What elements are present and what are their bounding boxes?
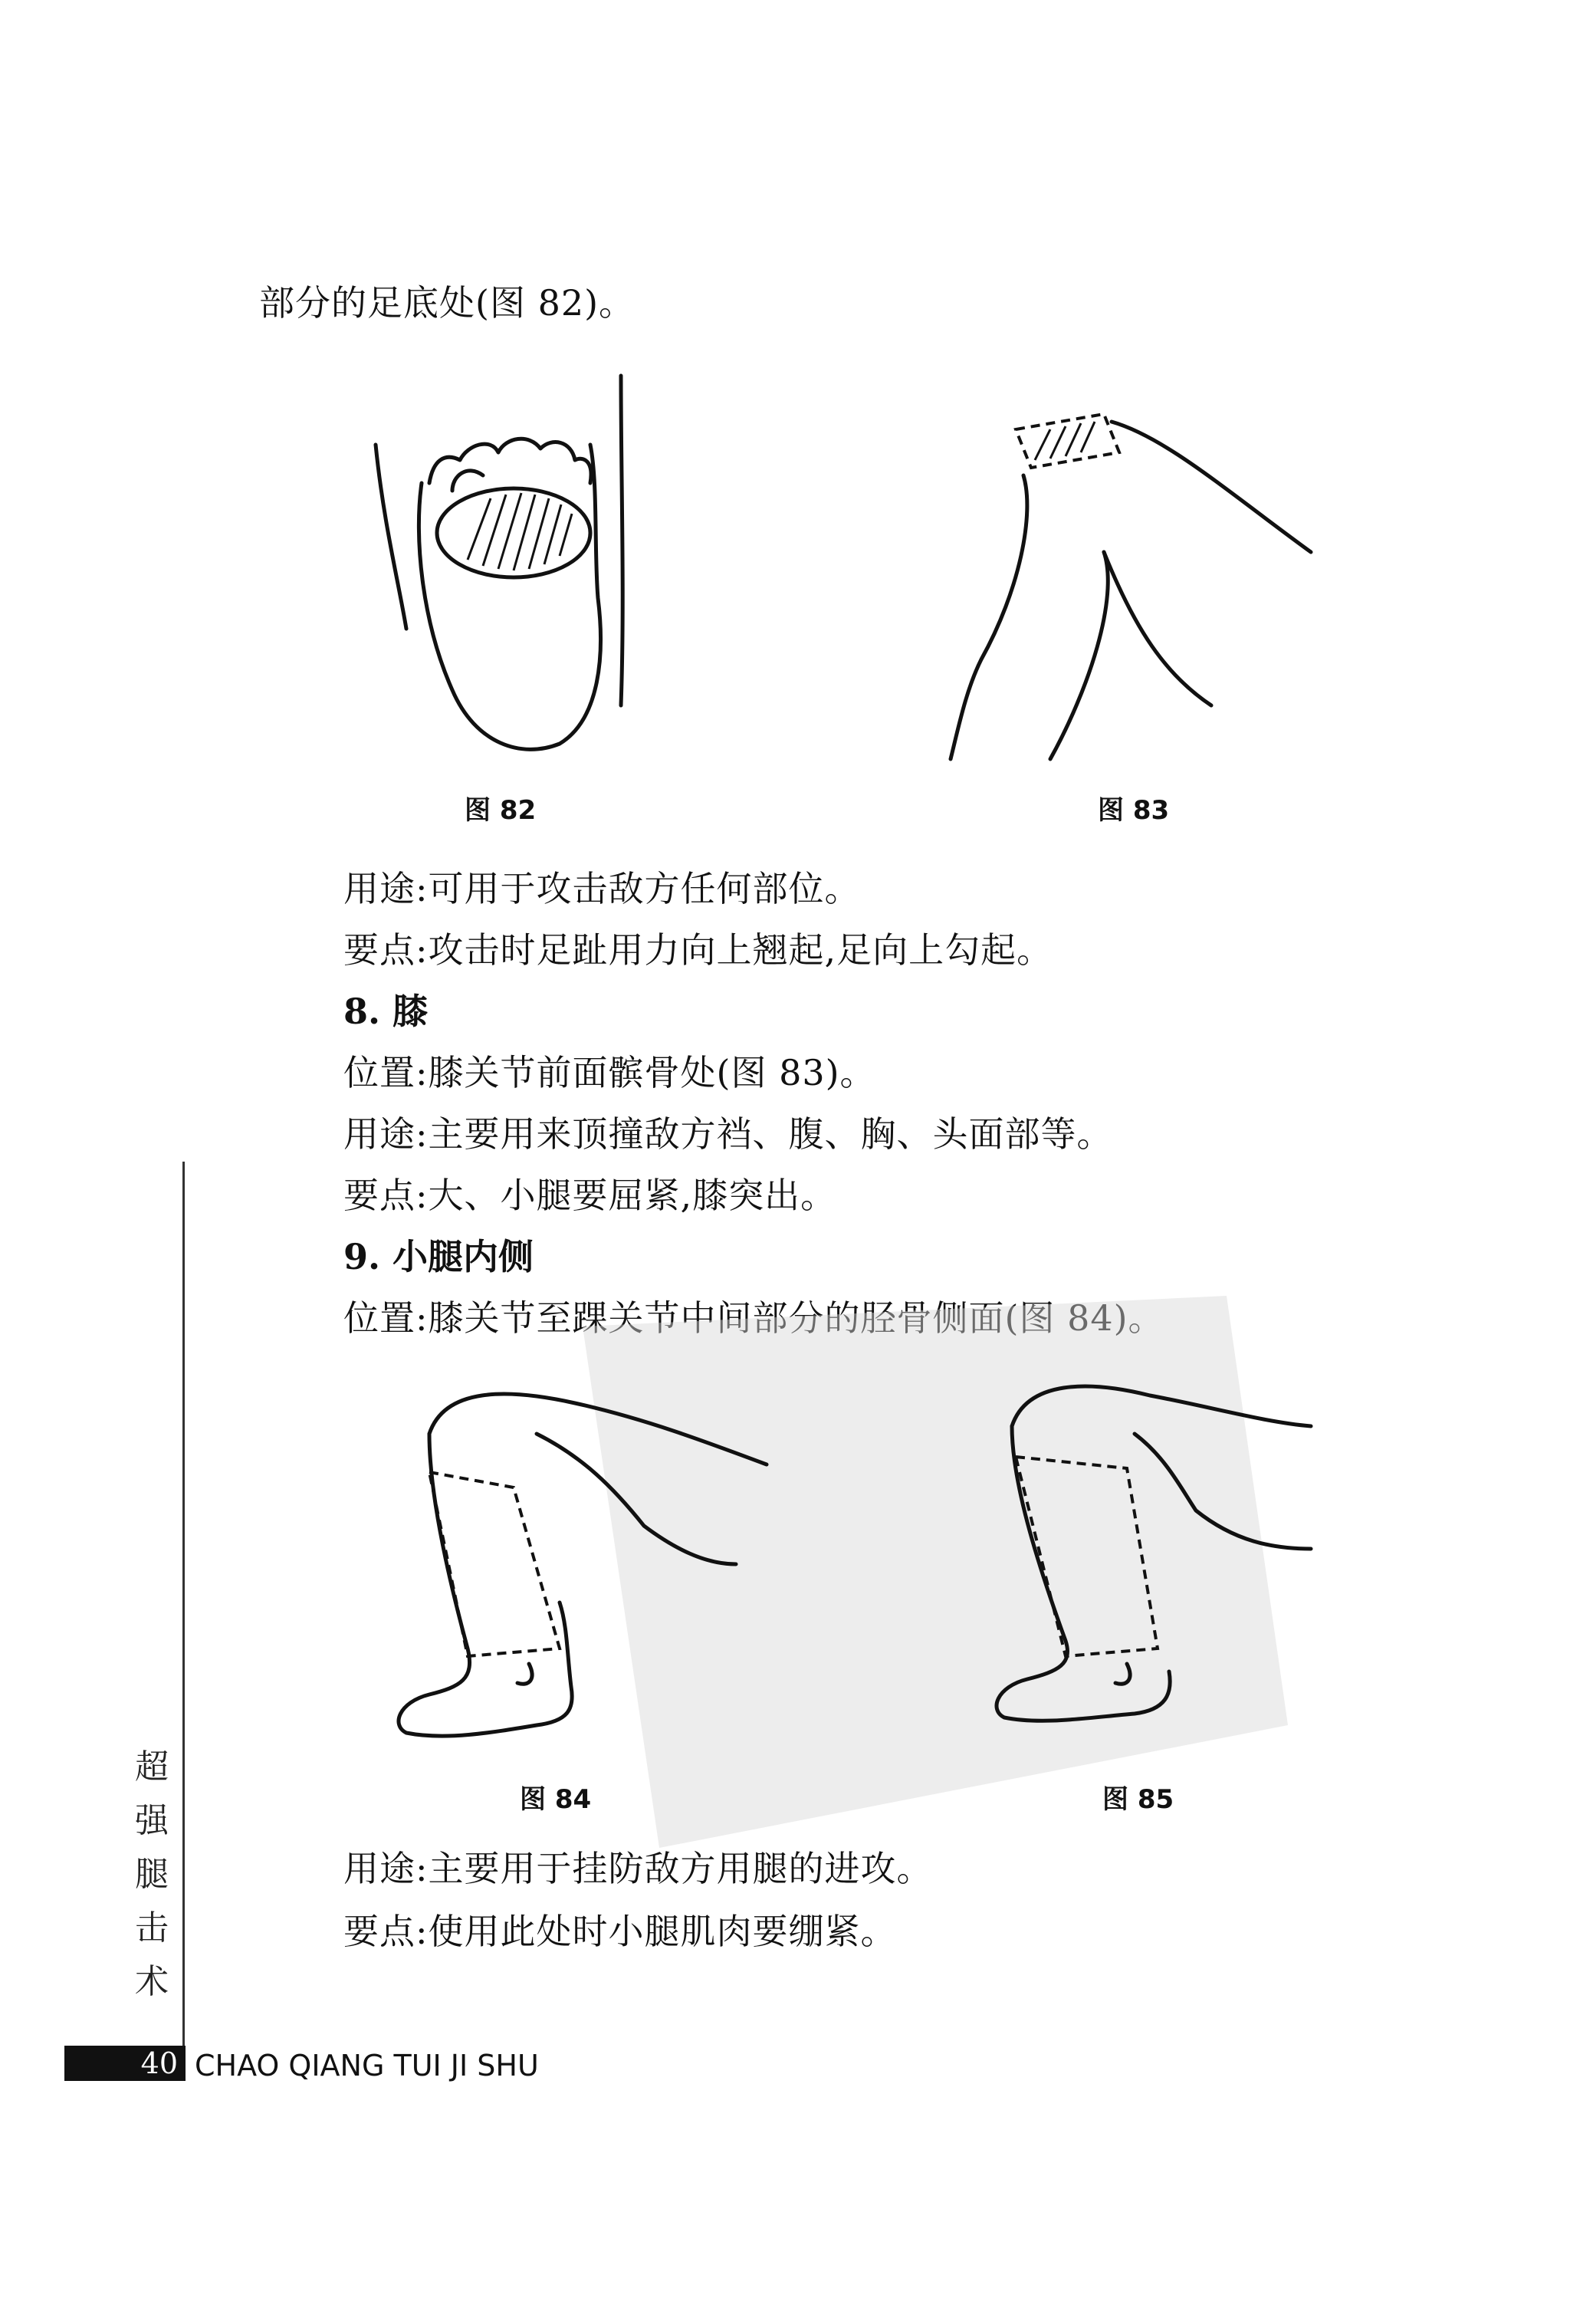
text-line-1: 部分的足底处(图 82)。 [259, 282, 636, 324]
text-line-3: 要点:攻击时足趾用力向上翘起,足向上勾起。 [343, 929, 1053, 971]
section-heading-8: 8. 膝 [343, 991, 429, 1032]
book-title-text: 超强腿击术 [135, 1747, 169, 2001]
text-line-8: 用途:主要用于挂防敌方用腿的进攻。 [343, 1848, 933, 1889]
running-title: CHAO QIANG TUI JI SHU [195, 2049, 539, 2082]
figure-83-caption: 图 83 [1098, 795, 1170, 826]
figure-84-caption: 图 84 [520, 1784, 592, 1815]
page-number: 40 [64, 2046, 186, 2081]
figure-83-knee [935, 399, 1334, 767]
text-line-4: 位置:膝关节前面髌骨处(图 83)。 [343, 1052, 876, 1093]
figure-82-foot-sole [368, 368, 629, 782]
text-line-5: 用途:主要用来顶撞敌方裆、腹、胸、头面部等。 [343, 1113, 1113, 1155]
figure-84-lower-leg [383, 1372, 782, 1771]
text-line-9: 要点:使用此处时小腿肌肉要绷紧。 [343, 1911, 897, 1952]
text-line-2: 用途:可用于攻击敌方任何部位。 [343, 868, 861, 909]
side-margin-rule [182, 1162, 185, 2047]
text-line-6: 要点:大、小腿要屈紧,膝突出。 [343, 1175, 837, 1216]
figure-82-caption: 图 82 [465, 795, 537, 826]
text-line-7: 位置:膝关节至踝关节中间部分的胫骨侧面(图 84)。 [343, 1297, 1164, 1339]
figure-85-caption: 图 85 [1102, 1784, 1174, 1815]
section-heading-9: 9. 小腿内侧 [343, 1236, 534, 1277]
figure-85-lower-leg [981, 1365, 1319, 1764]
book-title-vertical [129, 1741, 175, 2009]
